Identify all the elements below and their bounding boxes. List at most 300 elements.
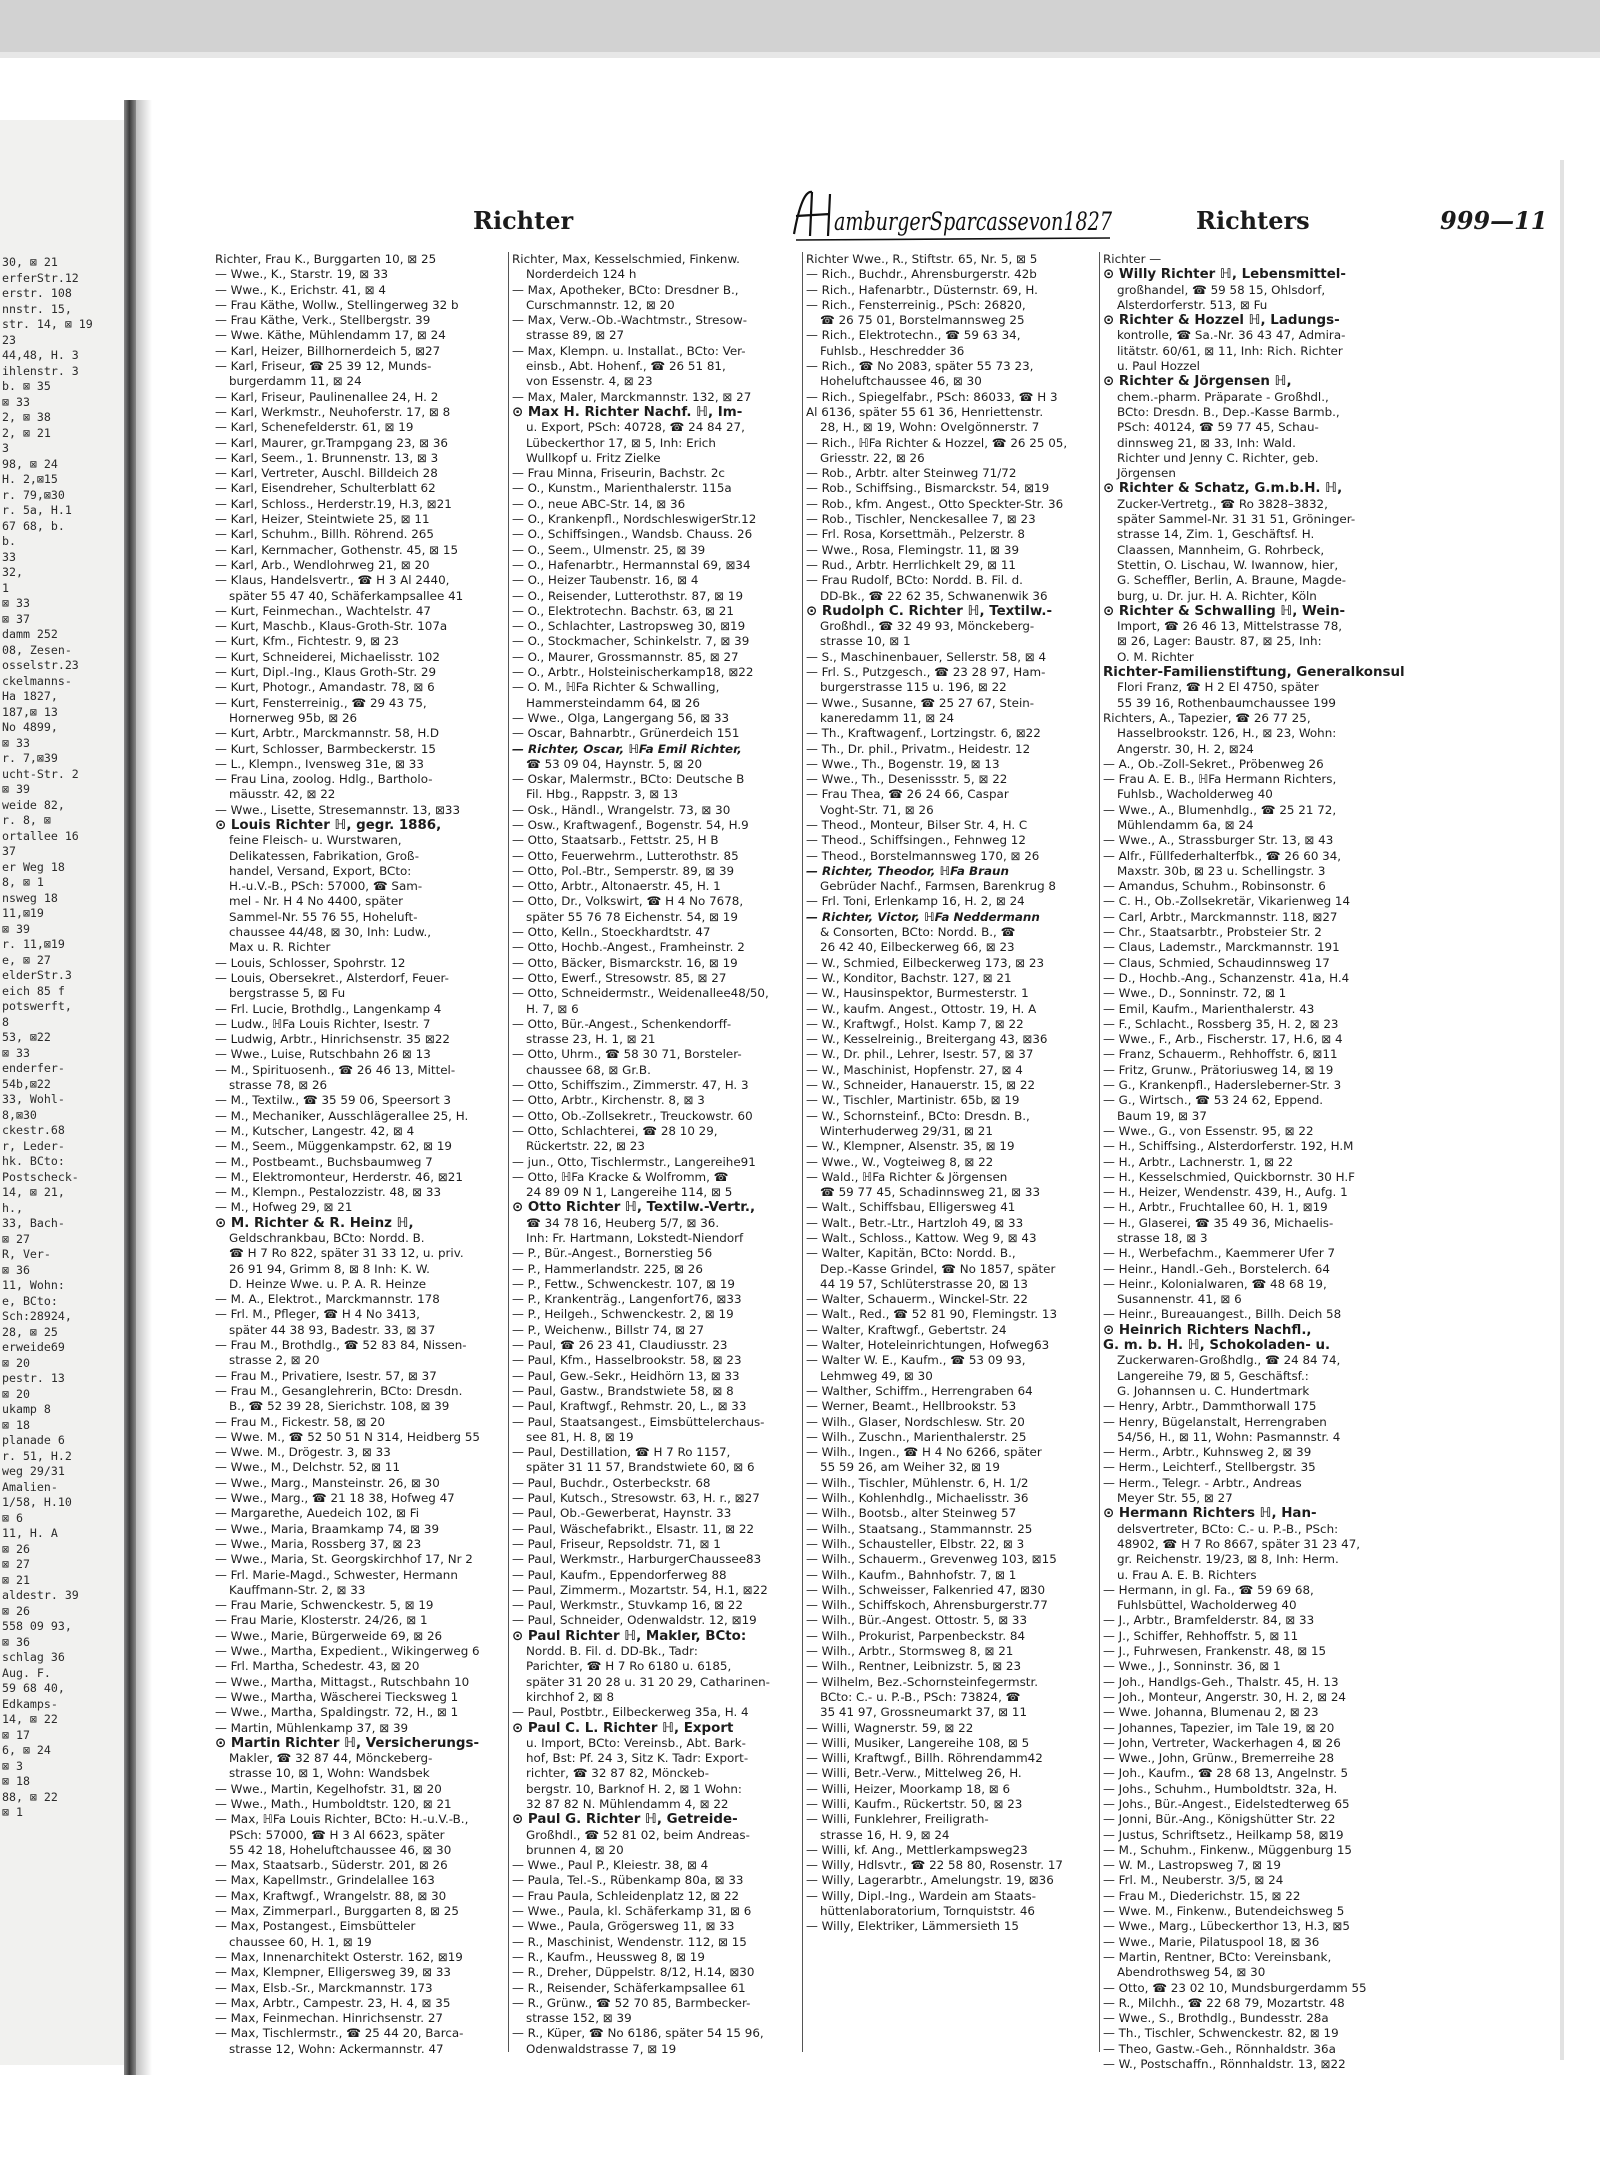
directory-entry: — H., Werbefachm., Kaemmerer Ufer 7 (1103, 1246, 1336, 1261)
directory-entry: Winterhuderweg 29/31, ⊠ 21 (820, 1123, 993, 1138)
previous-page-line: 28, ⊠ 25 (2, 1324, 58, 1339)
directory-entry: — Frau Käthe, Verk., Stellbergstr. 39 (215, 313, 431, 328)
directory-entry: — Willi, Betr.-Verw., Mittelweg 26, H. (806, 1766, 1022, 1781)
directory-entry: — Max, Tischlermstr., ☎ 25 44 20, Barca- (215, 2026, 464, 2041)
directory-entry: großhandel, ☎ 59 58 15, Ohlsdorf, (1117, 282, 1326, 297)
directory-entry: — Karl, Vertreter, Auschl. Billdeich 28 (215, 466, 438, 481)
directory-entry: — P., Fettw., Schwenckestr. 107, ⊠ 19 (512, 1276, 735, 1291)
previous-page-line: r. 7,⊠39 (2, 751, 58, 765)
previous-page-line: ⊠ 18 (2, 1417, 30, 1432)
previous-page-line: erstr. 108 (2, 286, 72, 300)
directory-entry: ⊙ Martin Richter ℍ, Versicherungs- (215, 1735, 480, 1751)
directory-entry: — Max, Postangest., Eimsbütteler (215, 1919, 416, 1934)
directory-entry: von Essenstr. 4, ⊠ 23 (526, 374, 653, 389)
directory-entry: — P., Krankenträg., Langenfort76, ⊠33 (512, 1292, 742, 1307)
directory-entry: — Karl, Schloss., Herderstr.19, H.3, ⊠21 (215, 496, 452, 511)
directory-entry: — Richter, Theodor, ℍFa Braun (806, 863, 1009, 878)
directory-entry: 28, H., ⊠ 19, Wohn: Ovelgönnerstr. 7 (820, 420, 1040, 435)
directory-entry: — Wwe., J., Sonninstr. 36, ⊠ 1 (1103, 1659, 1281, 1674)
directory-entry: — M., Spirituosenh., ☎ 26 46 13, Mittel- (215, 1062, 456, 1077)
directory-entry: 55 39 16, Rothenbaumchaussee 199 (1117, 695, 1336, 710)
directory-entry: strasse 78, ⊠ 26 (229, 1078, 328, 1093)
previous-page-line: ⊠ 27 (2, 1231, 30, 1246)
directory-entry: see 81, H. 8, ⊠ 19 (526, 1429, 634, 1444)
previous-page-line: 33, Bach- (2, 1216, 65, 1230)
directory-entry: — Kurt, Photogr., Amandastr. 78, ⊠ 6 (215, 680, 435, 695)
previous-page-line: Amalien- (2, 1479, 58, 1494)
directory-entry: — A., Ob.-Zoll-Sekret., Pröbenweg 26 (1103, 756, 1324, 771)
directory-entry: — P., Hammerlandstr. 225, ⊠ 26 (512, 1261, 703, 1276)
directory-entry: — Joh., Handlgs-Geh., Thalstr. 45, H. 13 (1103, 1674, 1339, 1689)
directory-entry: — Wwe., G., von Essenstr. 95, ⊠ 22 (1103, 1123, 1314, 1138)
directory-entry: strasse 12, Wohn: Ackermannstr. 47 (229, 2041, 444, 2056)
previous-page-line: ⊠ 33 (2, 394, 30, 409)
directory-entry: — M. A., Elektrot., Marckmannstr. 178 (215, 1292, 440, 1307)
directory-entry: Nordd. B. Fil. d. DD-Bk., Tadr: (526, 1644, 698, 1659)
directory-entry: — Wilh., Tischler, Mühlenstr. 6, H. 1/2 (806, 1475, 1029, 1490)
previous-page-line: ⊠ 3 (2, 1758, 23, 1773)
directory-entry: — Max, Arbtr., Campestr. 23, H. 4, ⊠ 35 (215, 1995, 451, 2010)
directory-entry: — Walter W. E., Kaufm., ☎ 53 09 93, (806, 1353, 1026, 1368)
directory-entry: — J., Schiffer, Rehhoffstr. 5, ⊠ 11 (1103, 1628, 1299, 1643)
directory-entry: 35 41 97, Grossneumarkt 37, ⊠ 11 (820, 1705, 1028, 1720)
directory-entry: Rückertstr. 22, ⊠ 23 (526, 1139, 645, 1154)
directory-entry: — Herm., Telegr. - Arbtr., Andreas (1103, 1475, 1302, 1490)
directory-entry: — Theo, Gastw.-Geh., Rönnhaldstr. 36a (1103, 2041, 1336, 2056)
directory-entry: — Wwe. M., ☎ 52 50 51 N 314, Heidberg 55 (215, 1429, 480, 1444)
directory-entry: — Heinr., Bureauangest., Billh. Deich 58 (1103, 1307, 1342, 1322)
directory-entry: — Walter, Hoteleinrichtungen, Hofweg63 (806, 1338, 1050, 1353)
previous-page-line: ⊠ 6 (2, 1510, 23, 1525)
previous-page-line: str. 14, ⊠ 19 (2, 317, 93, 331)
column-1 (215, 252, 505, 2057)
directory-entry: ⊙ Willy Richter ℍ, Lebensmittel- (1103, 267, 1346, 283)
directory-entry: — W., Hausinspektor, Burmesterstr. 1 (806, 986, 1029, 1001)
directory-entry: Richter — (1103, 252, 1162, 266)
directory-entry: — H., Glaserei, ☎ 35 49 36, Michaelis- (1103, 1215, 1334, 1230)
directory-entry: — Louis, Obersekret., Alsterdorf, Feuer- (215, 970, 449, 985)
directory-entry: — Otto, Dr., Volkswirt, ☎ H 4 No 7678, (512, 894, 744, 909)
previous-page-line: No 4899, (2, 720, 58, 734)
directory-entry: bergstr. 10, Barknof H. 2, ⊠ 1 Wohn: (526, 1781, 742, 1796)
directory-entry: — Karl, Friseur, Paulinenallee 24, H. 2 (215, 389, 439, 404)
directory-entry: — Wwe., A., Strassburger Str. 13, ⊠ 43 (1103, 833, 1334, 848)
directory-entry: — G., Wirtsch., ☎ 53 24 62, Eppend. (1103, 1093, 1324, 1108)
previous-page-line: 33 (2, 549, 16, 564)
previous-page-line: 44,48, H. 3 (2, 348, 79, 362)
directory-entry: — Theod., Borstelmannsweg 170, ⊠ 26 (806, 848, 1040, 863)
directory-entry: — M., Hofweg 29, ⊠ 21 (215, 1200, 353, 1215)
previous-page-line: 2, ⊠ 21 (2, 425, 51, 440)
header-right-word: Richters (1196, 206, 1310, 235)
directory-entry: ⊙ Max H. Richter Nachf. ℍ, Im- (512, 404, 743, 420)
directory-entry: hüttenlaboratorium, Tornquiststr. 46 (820, 1904, 1035, 1919)
directory-entry: — Paul, Postbtr., Eilbeckerweg 35a, H. 4 (512, 1705, 749, 1720)
directory-entry: Al 6136, später 55 61 36, Henriettenstr. (806, 404, 1044, 419)
directory-entry: Gebrüder Nachf., Farmsen, Barenkrug 8 (820, 879, 1056, 894)
column-rule (802, 252, 803, 2052)
previous-page-line: 2, ⊠ 38 (2, 410, 51, 424)
directory-entry: — Wwe., Paula, Grögersweg 11, ⊠ 33 (512, 1919, 735, 1934)
directory-entry: — Otto, Hochb.-Angest., Framheinstr. 2 (512, 940, 745, 955)
directory-entry: — Th., Kraftwagenf., Lortzingstr. 6, ⊠22 (806, 726, 1041, 741)
directory-entry: — Wilh., Kaufm., Bahnhofstr. 7, ⊠ 1 (806, 1567, 1017, 1582)
directory-entry: — Wilh., Schauerm., Grevenweg 103, ⊠15 (806, 1552, 1057, 1567)
directory-entry: — Wwe. M., Finkenw., Butendeichsweg 5 (1103, 1904, 1345, 1919)
directory-entry: — Karl, Schenefelderstr. 61, ⊠ 19 (215, 420, 414, 435)
previous-page-line: ⊠ 33 (2, 596, 30, 610)
directory-entry: — O., Elektrotechn. Bachstr. 63, ⊠ 21 (512, 603, 734, 618)
directory-entry: — Wwe., Math., Humboldtstr. 120, ⊠ 21 (215, 1796, 452, 1811)
page-number: 999—11 (1440, 206, 1548, 235)
directory-entry: — Wilh., Schausteller, Elbstr. 22, ⊠ 3 (806, 1536, 1025, 1551)
directory-entry: — Oscar, Bahnarbtr., Grünerdeich 151 (512, 726, 740, 741)
directory-entry: — Frau Thea, ☎ 26 24 66, Caspar (806, 787, 1009, 802)
directory-entry: — Wwe., K., Erichstr. 41, ⊠ 4 (215, 282, 386, 297)
directory-entry: — Karl, Heizer, Steintwiete 25, ⊠ 11 (215, 512, 430, 527)
directory-entry: — Louis, Schlosser, Spohrstr. 12 (215, 955, 406, 970)
directory-entry: — Martin, Mühlenkamp 37, ⊠ 39 (215, 1720, 409, 1735)
previous-page-line: pestr. 13 (2, 1371, 65, 1385)
directory-entry: Flori Franz, ☎ H 2 El 4750, später (1117, 680, 1319, 695)
directory-entry: strasse 14, Zim. 1, Geschäftsf. H. (1117, 527, 1315, 542)
previous-page-line: Ha 1827, (2, 689, 58, 703)
previous-page-line: 11, H. A (2, 1526, 58, 1540)
directory-entry: feine Fleisch- u. Wurstwaren, (229, 833, 402, 848)
directory-entry: — Otto, Uhrm., ☎ 58 30 71, Borsteler- (512, 1047, 742, 1062)
directory-entry: Max u. R. Richter (229, 940, 331, 955)
directory-entry: — Otto, Ewerf., Stresowstr. 85, ⊠ 27 (512, 970, 727, 985)
previous-page-line: r. 8, ⊠ (2, 813, 51, 827)
directory-entry: — Wwe. M., Drögestr. 3, ⊠ 33 (215, 1445, 391, 1460)
directory-entry: — Osk., Händl., Wrangelstr. 73, ⊠ 30 (512, 802, 731, 817)
header-left-word: Richter (473, 206, 574, 235)
directory-entry: Zuckerwaren-Großhdlg., ☎ 24 84 74, (1117, 1353, 1341, 1368)
directory-entry: — Max, Kraftwgf., Wrangelstr. 88, ⊠ 30 (215, 1888, 447, 1903)
directory-entry: — H., Arbtr., Fruchtallee 60, H. 1, ⊠19 (1103, 1200, 1328, 1215)
directory-entry: strasse 10, ⊠ 1 (820, 634, 911, 649)
previous-page-line: 1 (2, 580, 9, 595)
previous-page-line: r. 79,⊠30 (2, 487, 65, 502)
previous-page-line: 54b,⊠22 (2, 1076, 51, 1091)
previous-page-line: ⊠ 26 (2, 1603, 30, 1618)
directory-entry: — Rud., Arbtr. Herrlichkelt 29, ⊠ 11 (806, 557, 1017, 572)
directory-entry: — Rob., Tischler, Nenckesallee 7, ⊠ 23 (806, 512, 1036, 527)
directory-entry: — Wilh., Schweisser, Falkenried 47, ⊠30 (806, 1582, 1046, 1597)
directory-entry: — R., Grünw., ☎ 52 70 85, Barmbecker- (512, 1995, 751, 2010)
directory-entry: — Richter, Oscar, ℍFa Emil Richter, (512, 741, 742, 756)
directory-entry: Voght-Str. 71, ⊠ 26 (820, 802, 934, 817)
directory-entry: strasse 18, ⊠ 3 (1117, 1231, 1208, 1245)
previous-page-line: 6, ⊠ 24 (2, 1743, 51, 1757)
previous-page-line: 88, ⊠ 22 (2, 1789, 58, 1804)
directory-entry: BCto: Dresdn. B., Dep.-Kasse Barmb., (1117, 404, 1340, 419)
directory-entry: — O., Schlachter, Lastropsweg 30, ⊠19 (512, 619, 746, 634)
directory-entry: — W., Schmied, Eilbeckerweg 173, ⊠ 23 (806, 955, 1045, 970)
directory-entry: — L., Klempn., Ivensweg 31e, ⊠ 33 (215, 756, 424, 771)
directory-entry: BCto: C.- u. P.-B., PSch: 73824, ☎ (820, 1689, 1021, 1704)
directory-entry: PSch: 40124, ☎ 59 77 45, Schau- (1117, 420, 1319, 435)
previous-page-line: b. ⊠ 35 (2, 379, 51, 393)
directory-entry: Odenwaldstrasse 7, ⊠ 19 (526, 2041, 677, 2056)
directory-entry: Delikatessen, Fabrikation, Groß- (229, 848, 420, 863)
directory-entry: PSch: 57000, ☎ H 3 Al 6623, später (229, 1827, 445, 1842)
directory-entry: ☎ 59 77 45, Schadinnsweg 21, ⊠ 33 (820, 1185, 1041, 1200)
directory-entry: — Willi, kf. Ang., Mettlerkampsweg23 (806, 1842, 1028, 1857)
directory-entry: Hoheluftchaussee 46, ⊠ 30 (820, 374, 982, 389)
previous-page-line: 558 09 93, (2, 1619, 72, 1633)
directory-entry: Richter und Jenny C. Richter, geb. (1117, 450, 1319, 465)
directory-entry: — Herm., Leichterf., Stellbergstr. 35 (1103, 1460, 1316, 1475)
directory-entry: — Frau Marie, Klosterstr. 24/26, ⊠ 1 (215, 1613, 428, 1628)
previous-page-line: damm 252 (2, 627, 58, 641)
directory-entry: ⊙ Louis Richter ℍ, gegr. 1886, (215, 817, 442, 833)
directory-entry: — Frl. Rosa, Korsettmäh., Pelzerstr. 8 (806, 527, 1025, 542)
directory-entry: — Werner, Beamt., Hellbrookstr. 53 (806, 1399, 1017, 1414)
previous-page-line: 3 (2, 441, 9, 455)
directory-entry: — Wwe., Th., Desenissstr. 5, ⊠ 22 (806, 772, 1008, 787)
directory-entry: — Rob., Arbtr. alter Steinweg 71/72 (806, 466, 1017, 481)
directory-entry: — Herm., Arbtr., Kuhnsweg 2, ⊠ 39 (1103, 1445, 1312, 1460)
directory-entry: — Wilh., Schiffskoch, Ahrensburgerstr.77 (806, 1598, 1048, 1613)
directory-entry: — O., Stockmacher, Schinkelstr. 7, ⊠ 39 (512, 634, 750, 649)
directory-entry: — Max, Klempner, Elligersweg 39, ⊠ 33 (215, 1965, 451, 1980)
directory-entry: später 55 76 78 Eichenstr. 54, ⊠ 19 (526, 909, 738, 924)
directory-entry: — H., Kesselschmied, Quickbornstr. 30 H.F (1103, 1169, 1355, 1184)
previous-page-line: 30, ⊠ 21 (2, 255, 58, 269)
directory-entry: 26 42 40, Eilbeckerweg 66, ⊠ 23 (820, 940, 1015, 955)
directory-entry: Sammel-Nr. 55 76 55, Hoheluft- (229, 909, 418, 924)
directory-entry: — Max, Zimmerparl., Burggarten 8, ⊠ 25 (215, 1904, 459, 1919)
directory-entry: — Osw., Kraftwagenf., Bogenstr. 54, H.9 (512, 817, 749, 832)
directory-entry: — Frl. Marie-Magd., Schwester, Hermann (215, 1567, 458, 1582)
directory-entry: — R., Dreher, Düppelstr. 8/12, H.14, ⊠30 (512, 1965, 755, 1980)
previous-page-line: Edkamps- (2, 1696, 58, 1711)
directory-entry: mel - Nr. H 4 No 4400, später (229, 894, 404, 909)
directory-entry: — Kurt, Arbtr., Marckmannstr. 58, H.D (215, 726, 439, 741)
directory-entry: G. Scheffler, Berlin, A. Braune, Magde- (1117, 573, 1347, 588)
previous-page-line: 187,⊠ 13 (2, 704, 58, 719)
directory-entry: — O., Kunstm., Marienthalerstr. 115a (512, 481, 732, 496)
directory-entry: — Jonni, Bür.-Ang., Königshütter Str. 22 (1103, 1812, 1336, 1827)
previous-page-line: 67 68, b. (2, 518, 65, 533)
directory-entry: — Wwe., Marg., Mansteinstr. 26, ⊠ 30 (215, 1475, 440, 1490)
directory-entry: — W., Schneider, Hanauerstr. 15, ⊠ 22 (806, 1078, 1036, 1093)
directory-entry: burg, u. Dr. jur. H. A. Richter, Köln (1117, 588, 1317, 603)
directory-entry: — Karl, Schuhm., Billh. Röhrend. 265 (215, 527, 434, 542)
previous-page-line: 98, ⊠ 24 (2, 456, 58, 471)
directory-entry: — Kurt, Dipl.-Ing., Klaus Groth-Str. 29 (215, 665, 437, 680)
directory-entry: — Karl, Arb., Wendlohrweg 21, ⊠ 20 (215, 557, 430, 572)
directory-entry: — Wwe., M., Delchstr. 52, ⊠ 11 (215, 1460, 401, 1475)
directory-entry: — Claus, Lademstr., Marckmannstr. 191 (1103, 940, 1340, 955)
directory-entry: — Paul, Kutsch., Stresowstr. 63, H. r., ⊠27 (512, 1491, 760, 1506)
directory-entry: — Johs., Bür.-Angest., Eidelstedterweg 65 (1103, 1796, 1350, 1811)
directory-entry: — Rich., ☎ No 2083, später 55 73 23, (806, 359, 1034, 374)
directory-entry: — Otto, Bäcker, Bismarckstr. 16, ⊠ 19 (512, 955, 738, 970)
directory-entry: u. Frau A. E. B. Richters (1117, 1567, 1257, 1582)
previous-page-line: ⊠ 39 (2, 782, 30, 796)
directory-entry: — Wilh., Staatsang., Stammannstr. 25 (806, 1521, 1033, 1536)
directory-entry: — Justus, Schriftsetz., Heilkamp 58, ⊠19 (1103, 1827, 1344, 1842)
directory-entry: — Wwe., Luise, Rutschbahn 26 ⊠ 13 (215, 1047, 431, 1062)
directory-entry: — Walter, Kapitän, BCto: Nordd. B., (806, 1246, 1016, 1261)
directory-entry: — Frau M., Diederichstr. 15, ⊠ 22 (1103, 1888, 1301, 1903)
directory-entry: — W., Konditor, Bachstr. 127, ⊠ 21 (806, 970, 1012, 985)
directory-entry: — Willy, Elektriker, Lämmersieth 15 (806, 1919, 1019, 1934)
directory-entry: — Max, Apotheker, BCto: Dresdner B., (512, 282, 739, 297)
previous-page-line: ckelmanns- (2, 673, 72, 688)
directory-entry: — Wilh., Rentner, Leibnizstr. 5, ⊠ 23 (806, 1659, 1022, 1674)
directory-entry: — Otto, Bür.-Angest., Schenkendorff- (512, 1016, 732, 1031)
directory-entry: später 55 47 40, Schäferkampsallee 41 (229, 588, 464, 603)
directory-entry: — Rich., Fensterreinig., PSch: 26820, (806, 297, 1026, 312)
directory-entry: — O., Hafenarbtr., Hermannstal 69, ⊠34 (512, 557, 751, 572)
directory-entry: später 31 11 57, Brandstwiete 60, ⊠ 6 (526, 1460, 755, 1475)
directory-entry: — Paul, ☎ 26 23 41, Claudiusstr. 23 (512, 1338, 728, 1353)
directory-entry: O. M. Richter (1117, 649, 1194, 664)
directory-entry: chaussee 60, H. 1, ⊠ 19 (229, 1934, 372, 1949)
directory-entry: 44 19 57, Schlüterstrasse 20, ⊠ 13 (820, 1276, 1028, 1291)
previous-page-line: ⊠ 1 (2, 1805, 23, 1819)
directory-entry: — Frl. M., Pfleger, ☎ H 4 No 3413, (215, 1307, 420, 1322)
previous-page-line: aldestr. 39 (2, 1588, 79, 1602)
directory-entry: 32 87 82 N. Mühlendamm 4, ⊠ 22 (526, 1796, 729, 1811)
directory-entry: — Wwe., Martha, Wäscherei Tiecksweg 1 (215, 1689, 459, 1704)
previous-page-line: 14, ⊠ 22 (2, 1712, 58, 1726)
directory-entry: — Walt., Schloss., Kattow. Weg 9, ⊠ 43 (806, 1231, 1037, 1245)
directory-entry: 24 89 09 N 1, Langereihe 114, ⊠ 5 (526, 1185, 733, 1200)
directory-entry: — jun., Otto, Tischlermstr., Langereihe91 (512, 1154, 756, 1169)
directory-entry: — H., Arbtr., Lachnerstr. 1, ⊠ 22 (1103, 1154, 1294, 1169)
directory-entry: — Frau A. E. B., ℍFa Hermann Richters, (1103, 772, 1337, 787)
directory-entry: ⊙ M. Richter & R. Heinz ℍ, (215, 1215, 414, 1231)
directory-entry: — Rich., Elektrotechn., ☎ 59 63 34, (806, 328, 1021, 343)
directory-entry: — Willy, Dipl.-Ing., Wardein am Staats- (806, 1888, 1037, 1903)
directory-entry: richter, ☎ 32 87 82, Mönckeb- (526, 1766, 710, 1781)
directory-entry: — Rich., Buchdr., Ahrensburgerstr. 42b (806, 267, 1037, 282)
directory-entry: Lehmweg 49, ⊠ 30 (820, 1368, 933, 1383)
directory-entry: — M., Elektromonteur, Herderstr. 46, ⊠21 (215, 1169, 463, 1184)
directory-entry: — Wwe., John, Grünw., Bremerreihe 28 (1103, 1751, 1335, 1766)
directory-entry: — M., Kutscher, Langestr. 42, ⊠ 4 (215, 1123, 415, 1138)
directory-entry: — Wilh., Kohlenhdlg., Michaelisstr. 36 (806, 1491, 1029, 1506)
directory-entry: — Otto, Schlachterei, ☎ 28 10 29, (512, 1123, 718, 1138)
directory-entry: kontrolle, ☎ Sa.-Nr. 36 43 47, Admira- (1117, 328, 1346, 343)
directory-entry: — Frau Lina, zoolog. Hdlg., Bartholo- (215, 772, 433, 787)
directory-entry: — O., Heizer Taubenstr. 16, ⊠ 4 (512, 573, 699, 588)
directory-entry: — Henry, Bügelanstalt, Herrengraben (1103, 1414, 1327, 1429)
directory-entry: ⊙ Paul G. Richter ℍ, Getreide- (512, 1812, 738, 1828)
directory-entry: — Max, Verw.-Ob.-Wachtmstr., Stresow- (512, 313, 747, 328)
directory-entry: ⊙ Richter & Jörgensen ℍ, (1103, 374, 1292, 390)
directory-entry: — Wwe., Marg., ☎ 21 18 38, Hofweg 47 (215, 1491, 455, 1506)
directory-entry: — Heinr., Handl.-Geh., Borstelerch. 64 (1103, 1261, 1330, 1276)
directory-entry: — Walter, Kraftwgf., Gebertstr. 24 (806, 1322, 1007, 1337)
directory-entry: — John, Vertreter, Wackerhagen 4, ⊠ 26 (1103, 1735, 1341, 1750)
directory-entry: — Frl. Toni, Erlenkamp 16, H. 2, ⊠ 24 (806, 894, 1025, 909)
directory-entry: — Karl, Friseur, ☎ 25 39 12, Munds- (215, 359, 432, 374)
directory-entry: strasse 2, ⊠ 20 (229, 1353, 320, 1368)
directory-entry: Baum 19, ⊠ 37 (1117, 1108, 1207, 1123)
directory-entry: Kauffmann-Str. 2, ⊠ 33 (229, 1582, 366, 1597)
directory-entry: ☎ 53 09 04, Haynstr. 5, ⊠ 20 (526, 756, 703, 771)
directory-entry: litätstr. 60/61, ⊠ 11, Inh: Rich. Richter (1117, 343, 1343, 358)
directory-entry: — Karl, Eisendreher, Schulterblatt 62 (215, 481, 436, 496)
directory-entry: Norderdeich 124 h (526, 267, 637, 282)
directory-entry: ⊙ Paul Richter ℍ, Makler, BCto: (512, 1628, 747, 1644)
spine-shadow (136, 100, 152, 2075)
directory-entry: — Johs., Schuhm., Humboldtstr. 32a, H. (1103, 1781, 1338, 1796)
previous-page-line: schlag 36 (2, 1650, 65, 1664)
directory-entry: — Theod., Monteur, Bilser Str. 4, H. C (806, 817, 1028, 832)
column-rule (1099, 252, 1100, 2052)
previous-page-line: 23 (2, 332, 16, 347)
directory-entry: — Wwe., Martin, Kegelhofstr. 31, ⊠ 20 (215, 1781, 442, 1796)
page-edge (1560, 160, 1564, 2060)
directory-entry: ⊙ Heinrich Richters Nachfl., (1103, 1322, 1312, 1338)
directory-entry: — Max, Maler, Marckmannstr. 132, ⊠ 27 (512, 389, 752, 404)
directory-entry: — W., Tischler, Martinistr. 65b, ⊠ 19 (806, 1093, 1020, 1108)
directory-entry: — Wilh., Arbtr., Stormsweg 8, ⊠ 21 (806, 1644, 1014, 1659)
directory-entry: u. Export, PSch: 40728, ☎ 24 84 27, (526, 420, 745, 435)
directory-entry: — Frau M., Fickestr. 58, ⊠ 20 (215, 1414, 386, 1429)
previous-page-line: ckestr.68 (2, 1123, 65, 1137)
directory-entry: — Willy, Hdlsvtr., ☎ 22 58 80, Rosenstr. 17 (806, 1858, 1063, 1873)
directory-entry: — Frau Paula, Schleidenplatz 12, ⊠ 22 (512, 1888, 740, 1903)
directory-entry: — Otto, Arbtr., Kirchenstr. 8, ⊠ 3 (512, 1093, 705, 1108)
directory-entry: ☎ 26 75 01, Borstelmannsweg 25 (820, 313, 1025, 328)
previous-page-line: nnstr. 15, (2, 301, 72, 316)
page-header (150, 198, 1560, 248)
directory-entry: Hammersteindamm 64, ⊠ 26 (526, 695, 700, 710)
directory-entry: u. Paul Hozzel (1117, 359, 1200, 374)
directory-entry: — Walt., Betr.-Ltr., Hartzloh 49, ⊠ 33 (806, 1215, 1024, 1230)
previous-page-line: ⊠ 37 (2, 611, 30, 626)
directory-entry: — Paul, Gastw., Brandstwiete 58, ⊠ 8 (512, 1383, 734, 1398)
directory-entry: — Paul, Staatsangest., Eimsbüttelerchaus- (512, 1414, 765, 1429)
directory-entry: — Wwe. Käthe, Mühlendamm 17, ⊠ 24 (215, 328, 446, 343)
directory-entry: — Margarethe, Auedeich 102, ⊠ Fi (215, 1506, 420, 1521)
previous-page-line: 8 (2, 1014, 9, 1029)
previous-page-line: potswerft, (2, 999, 72, 1013)
directory-entry: Import, ☎ 26 46 13, Mittelstrasse 78, (1117, 619, 1343, 634)
directory-entry: kaneredamm 11, ⊠ 24 (820, 710, 955, 725)
directory-entry: bergstrasse 5, ⊠ Fu (229, 986, 346, 1001)
directory-entry: — Frl. M., Neuberstr. 3/5, ⊠ 24 (1103, 1873, 1284, 1888)
directory-entry: strasse 16, H. 9, ⊠ 24 (820, 1827, 950, 1842)
directory-entry: Fuhlsb., Heschredder 36 (820, 343, 965, 358)
directory-entry: — Richter, Victor, ℍFa Neddermann (806, 909, 1040, 924)
previous-page-line: ⊠ 20 (2, 1355, 30, 1370)
directory-entry: — Heinr., Kolonialwaren, ☎ 48 68 19, (1103, 1276, 1327, 1291)
directory-entry: kirchhof 2, ⊠ 8 (526, 1689, 615, 1704)
directory-entry: — Karl, Werkmstr., Neuhoferstr. 17, ⊠ 8 (215, 404, 451, 419)
directory-entry: — Franz, Schauerm., Rehhoffstr. 6, ⊠11 (1103, 1047, 1338, 1062)
previous-page-line: r, Leder- (2, 1138, 65, 1153)
scan-top-edge (0, 52, 1600, 58)
directory-entry: — O., Maurer, Grossmannstr. 85, ⊠ 27 (512, 649, 739, 664)
directory-entry: Richter, Max, Kesselschmied, Finkenw. (512, 252, 740, 266)
directory-entry: — Max, Innenarchitekt Osterstr. 162, ⊠19 (215, 1949, 463, 1964)
directory-entry: — P., Bür.-Angest., Bornerstieg 56 (512, 1246, 713, 1261)
directory-entry: — Max, Staatsarb., Süderstr. 201, ⊠ 26 (215, 1858, 448, 1873)
directory-entry: 54/56, H., ⊠ 11, Wohn: Pasmannstr. 4 (1117, 1429, 1341, 1444)
directory-entry: — Th., Tischler, Schwenckestr. 82, ⊠ 19 (1103, 2026, 1339, 2041)
previous-page-line: ⊠ 33 (2, 1045, 30, 1060)
previous-page-line: erferStr.12 (2, 270, 79, 285)
directory-entry: — O., Arbtr., Holsteinischerkamp18, ⊠22 (512, 665, 754, 680)
